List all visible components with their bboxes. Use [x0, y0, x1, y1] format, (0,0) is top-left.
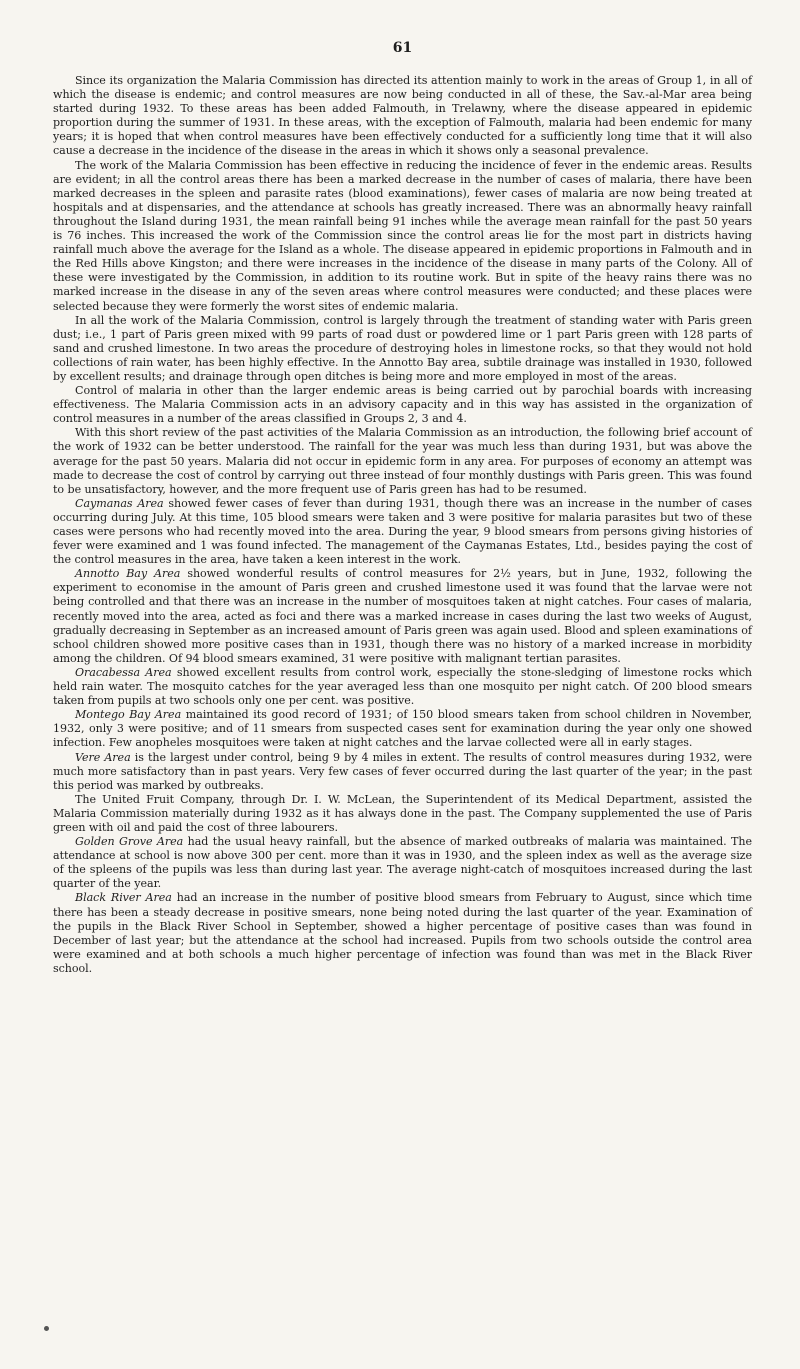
- paragraph-text: showed excellent results from control work, especially the stone-sledging of limestone rocks which held rain water. The mosquito catches for the year averaged less than one mosquito per night catch. Of 200 blood smears taken from pupils at two schools only one per cent. was positive.: [53, 665, 752, 708]
- paragraph-oracabessa: [53, 666, 752, 708]
- paragraph-intro: [53, 74, 752, 159]
- area-heading: Montego Bay Area: [75, 708, 182, 722]
- page-number: 61: [392, 40, 413, 56]
- paragraph-1932-review: [53, 426, 752, 496]
- paragraph-control-methods: [53, 314, 752, 384]
- paragraph-text: Since its organization the Malaria Commission has directed its attention mainly to work in the areas of Group 1, in all of which the disease is endemic; and control measures are now being conducted in all of these, the Sav.-al-Mar area being started during 1932. To these areas has been added Falmouth, in Trelawny, where the disease appeared in epidemic proportion during the summer of 1931. In these areas, with the exception of Falmouth, malaria had been endemic for many years; it is hoped that when control measures have been effectively conducted for a sufficiently long time that it will also cause a decrease in the incidence of the disease in the areas in which it shows only a seasonal prevalence.: [53, 74, 752, 158]
- area-heading: Vere Area: [75, 750, 131, 764]
- report-body: [53, 74, 752, 976]
- paragraph-text: Control of malaria in other than the larger endemic areas is being carried out by parochial boards with increasing effectiveness. The Malaria Commission acts in an advisory capacity and in this way has assisted in the organization of control measures in a number of the areas classified in Groups 2, 3 and 4.: [53, 384, 752, 426]
- paragraph-text: The work of the Malaria Commission has been effective in reducing the incidence of fever in the endemic areas. Results are evident; in all the control areas there has been a marked decrease in the number of cases of malaria, there have been marked decreases in the spleen and parasite rates (blood examinations), fewer cases of malaria are now being treated at hospitals and at dispensaries, and the attendance at schools has greatly increased. There was an abnormally heavy rainfall throughout the Island during 1931, the mean rainfall being 91 inches while the average mean rainfall for the past 50 years is 76 inches. This increased the work of the Commission since the control areas lie for the most part in districts having rainfall much above the average for the Island as a whole. The disease appeared in epidemic proportions in Falmouth and in the Red Hills above Kingston; and there were increases in the incidence of the disease in many parts of the Colony. All of these were investigated by the Commission, in addition to its routine work. But in spite of the heavy rains there was no marked increase in the disease in any of the seven areas where control measures were conducted; and these places were selected because they were formerly the worst sites of endemic malaria.: [53, 158, 752, 313]
- area-heading: Oracabessa Area: [75, 665, 172, 679]
- paragraph-commission-results: [53, 159, 752, 314]
- paragraph-text: had the usual heavy rainfall, but the absence of marked outbreaks of malaria was maintained. The attendance at school is now above 300 per cent. more than it was in 1930, and the spleen index as well as the average size of the spleens of the pupils was less than during last year. The average night-catch of mosquitoes increased during the last quarter of the year.: [53, 835, 752, 891]
- area-heading: Black River Area: [75, 891, 172, 905]
- paragraph-caymanas: [53, 497, 752, 567]
- paragraph-text: maintained its good record of 1931; of 150 blood smears taken from school children in November, 1932, only 3 were positive; and of 11 smears from suspected cases sent for examination during the year only one showed infection. Few anopheles mosquitoes were taken at night catches and the larvae collected were all in early stages.: [53, 708, 752, 750]
- paragraph-vere: [53, 751, 752, 793]
- margin-dot-mark: [44, 1326, 49, 1331]
- paragraph-united-fruit: [53, 793, 752, 835]
- paragraph-text: had an increase in the number of positive blood smears from February to August, since which time there has been a steady decrease in positive smears, none being noted during the last quarter of the year. Examination of the pupils in the Black River School in September, showed a higher percentage of positive cases than was found in December of last year; but the attendance at the school had increased. Pupils from two schools outside the control area were examined and at both schools a much higher percentage of infection was found than was met in the Black River school.: [53, 891, 752, 975]
- paragraph-text: The United Fruit Company, through Dr. I. W. McLean, the Superintendent of its Medical Department, assisted the Malaria Commission materially during 1932 as it has always done in the past. The Company supplemented the use of Paris green with oil and paid the cost of three labourers.: [53, 792, 752, 834]
- area-heading: Golden Grove Area: [75, 835, 184, 849]
- paragraph-montego-bay: [53, 708, 752, 750]
- area-heading: Annotto Bay Area: [75, 567, 181, 581]
- paragraph-black-river: [53, 891, 752, 976]
- paragraph-golden-grove: [53, 835, 752, 891]
- paragraph-text: is the largest under control, being 9 by 4 miles in extent. The results of control measures during 1932, were much more satisfactory than in past years. Very few cases of fever occurred during the last quarter of the year; in the past this period was marked by outbreaks.: [53, 750, 752, 792]
- area-heading: Caymanas Area: [75, 496, 164, 510]
- paragraph-parochial-boards: [53, 384, 752, 426]
- paragraph-text: In all the work of the Malaria Commission, control is largely through the treatment of standing water with Paris green dust; i.e., 1 part of Paris green mixed with 99 parts of road dust or powdered lime or 1 part Paris green with 128 parts of sand and crushed limestone. In two areas the procedure of destroying holes in limestone rocks, so that they would not hold collections of rain water, has been highly effective. In the Annotto Bay area, subtile drainage was installed in 1930, followed by excellent results; and drainage through open ditches is being more and more employed in most of the areas.: [53, 313, 752, 383]
- paragraph-text: showed wonderful results of control measures for 2½ years, but in June, 1932, following the experiment to economise in the amount of Paris green and crushed limestone used it was found that the larvae were not being controlled and that there was an increase in the number of mosquitoes taken at night catches. Four cases of malaria, recently moved into the area, acted as foci and there was a marked increase in cases during the last two weeks of August, gradually decreasing in September as an increased amount of Paris green was again used. Blood and spleen examinations of school children showed more positive cases than in 1931, though there was no history of a marked increase in morbidity among the children. Of 94 blood smears examined, 31 were positive with malignant tertian parasites.: [53, 567, 752, 665]
- paragraph-text: With this short review of the past activities of the Malaria Commission as an introduction, the following brief account of the work of 1932 can be better understood. The rainfall for the year was much less than during 1931, but was above the average for the past 50 years. Malaria did not occur in epidemic form in any area. For purposes of economy an attempt was made to decrease the cost of control by carrying out three instead of four monthly dustings with Paris green. This was found to be unsatisfactory, however, and the more frequent use of Paris green has had to be resumed.: [53, 426, 752, 496]
- paragraph-text: showed fewer cases of fever than during 1931, though there was an increase in the number of cases occurring during July. At this time, 105 blood smears were taken and 3 were positive for malaria parasites but two of these cases were persons who had recently moved into the area. During the year, 9 blood smears from persons giving histories of fever were examined and 1 was found infected. The management of the Caymanas Estates, Ltd., besides paying the cost of the control measures in the area, have taken a keen interest in the work.: [53, 496, 753, 567]
- paragraph-annotto-bay: [53, 567, 752, 666]
